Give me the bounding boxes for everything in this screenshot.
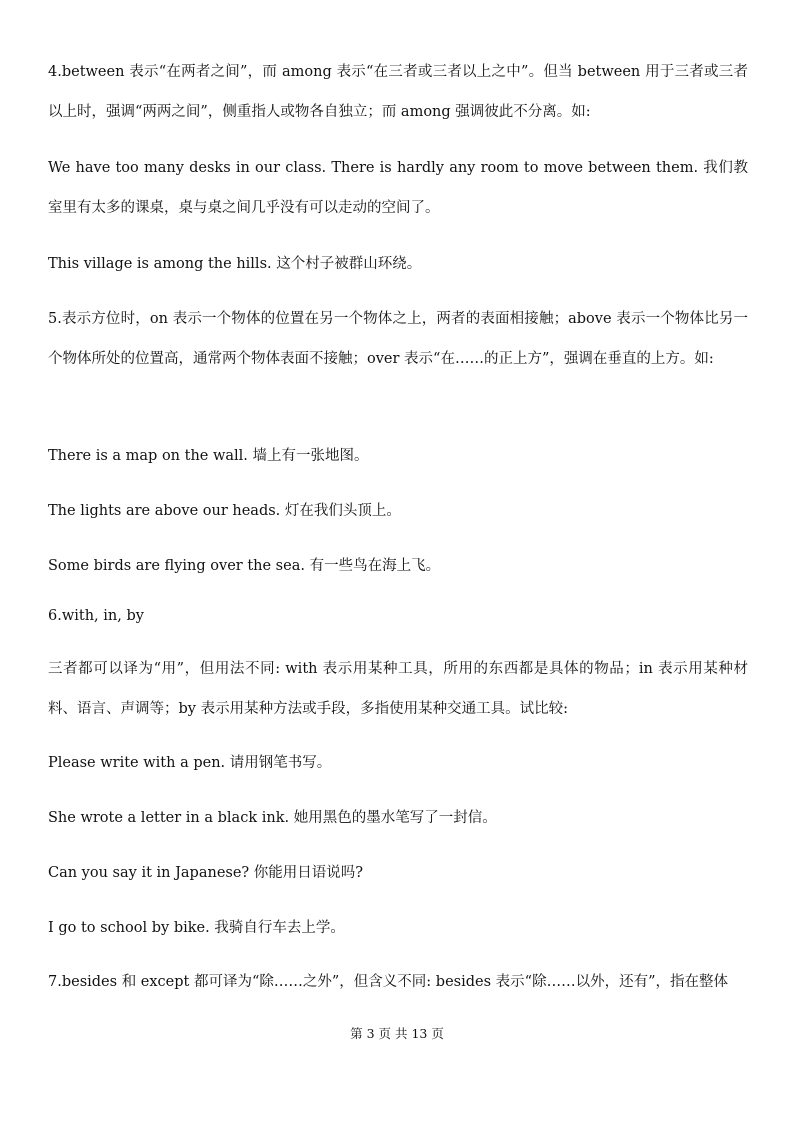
paragraph-besides-except: 7.besides 和 except 都可译为“除……之外”，但含义不同: besides 表示“除……以外，还有”，指在整体 (48, 974, 728, 990)
example-map: There is a map on the wall. 墙上有一张地图。 (48, 448, 369, 464)
paragraph-with-in-by: 三者都可以译为“用”，但用法不同: with 表示用某种工具，所用的东西都是具体的物品；in 表示用某种材料、语言、声调等；by 表示用某种方法或手段，多指使用某种交通工具。试比较: (48, 661, 748, 717)
example-village: This village is among the hills. 这个村子被群山环绕。 (48, 256, 422, 272)
example-desks: We have too many desks in our class. There is hardly any room to move between them. 我们教室里有太多的课桌，桌与桌之间几乎没有可以走动的空间了。 (48, 160, 748, 216)
example-lights: The lights are above our heads. 灯在我们头顶上。 (48, 503, 401, 519)
example-ink: She wrote a letter in a black ink. 她用黑色的墨水笔写了一封信。 (48, 810, 497, 826)
page-number-footer: 第 3 页 共 13 页 (350, 1026, 444, 1041)
paragraph-between-among: 4.between 表示“在两者之间”，而 among 表示“在三者或三者以上之中”。但当 between 用于三者或三者以上时，强调“两两之间”，侧重指人或物各自独立；而 among 强调彼此不分离。如: (48, 64, 748, 120)
example-birds: Some birds are flying over the sea. 有一些鸟在海上飞。 (48, 558, 441, 574)
paragraph-on-above-over: 5.表示方位时，on 表示一个物体的位置在另一个物体之上，两者的表面相接触；above 表示一个物体比另一个物体所处的位置高，通常两个物体表面不接触；over 表示“在……的正上方”，强调在垂直的上方。如: (48, 311, 748, 367)
heading-with-in-by: 6.with, in, by (48, 608, 144, 624)
example-bike: I go to school by bike. 我骑自行车去上学。 (48, 920, 345, 936)
example-japanese: Can you say it in Japanese? 你能用日语说吗? (48, 865, 364, 881)
example-pen: Please write with a pen. 请用钢笔书写。 (48, 755, 332, 771)
